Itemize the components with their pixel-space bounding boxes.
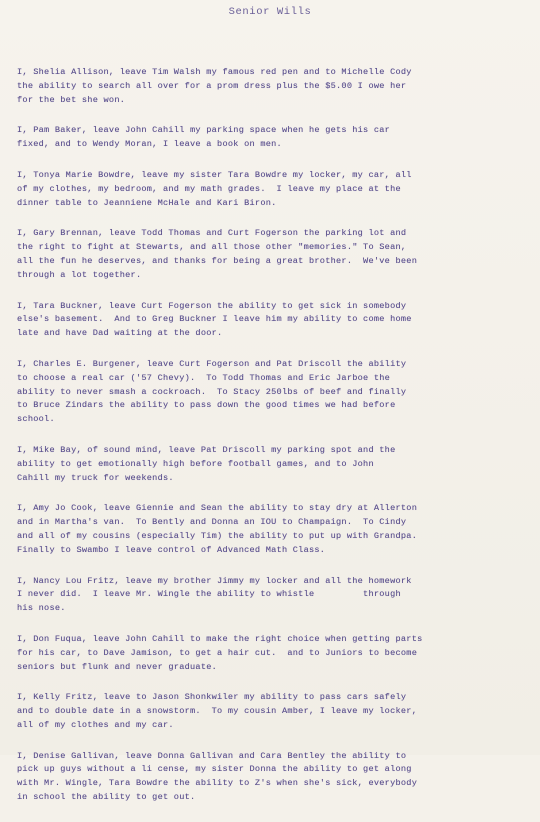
will-entry-line: I, Charles E. Burgener, leave Curt Fogerson and Pat Driscoll the ability — [17, 358, 407, 369]
will-entry-line: of my clothes, my bedroom, and my math grades. I leave my place at the — [17, 183, 401, 194]
will-entry-line: Finally to Swambo I leave control of Advanced Math Class. — [17, 544, 326, 555]
will-entry-line: dinner table to Jeanniene McHale and Kari Biron. — [17, 197, 277, 208]
will-entry-line: Cahill my truck for weekends. — [17, 472, 174, 483]
will-entry-line: I, Denise Gallivan, leave Donna Gallivan and Cara Bentley the ability to — [17, 750, 407, 761]
will-entry-line: in school the ability to get out. — [17, 792, 196, 803]
will-entry — [17, 169, 535, 210]
will-entry-line: I, Kelly Fritz, leave to Jason Shonkwiler my ability to pass cars safely — [17, 692, 407, 703]
will-entry-line: his nose. — [17, 603, 66, 614]
will-entry — [17, 227, 535, 282]
will-entry-line: else's basement. And to Greg Buckner I leave him my ability to come home — [17, 314, 412, 325]
will-entry-line: I, Tara Buckner, leave Curt Fogerson the ability to get sick in somebody — [17, 300, 407, 311]
will-entry-line: I, Pam Baker, leave John Cahill my parking space when he gets his car — [17, 125, 391, 136]
will-entry-line: all the fun he deserves, and thanks for being a great brother. We've been — [17, 255, 418, 266]
will-entry-line: I, Mike Bay, of sound mind, leave Pat Driscoll my parking spot and the — [17, 444, 396, 455]
will-entry-line: for the bet she won. — [17, 94, 126, 105]
will-entry-line: and in Martha's van. To Bently and Donna an IOU to Champaign. To Cindy — [17, 517, 407, 528]
will-entry-line: to Bruce Zindars the ability to pass down the good times we had before — [17, 400, 396, 411]
will-entry — [17, 575, 535, 616]
will-entry-line: seniors but flunk and never graduate. — [17, 661, 218, 672]
page-title: Senior Wills — [228, 6, 312, 18]
will-entry — [17, 66, 535, 107]
will-entry — [17, 691, 535, 732]
will-entry-line: all of my clothes and my car. — [17, 719, 174, 730]
will-entry-line: ability to never smash a cockroach. To Stacy 250lbs of beef and finally — [17, 386, 407, 397]
will-entry-line: for his car, to Dave Jamison, to get a hair cut. and to Juniors to become — [17, 647, 418, 658]
will-entry-line: pick up guys without a li cense, my sister Donna the ability to get along — [17, 764, 412, 775]
will-entry-line: I, Shelia Allison, leave Tim Walsh my famous red pen and to Michelle Cody — [17, 67, 412, 77]
will-entry-line: the ability to search all over for a prom dress plus the $5.00 I owe her — [17, 80, 407, 91]
will-entry-line: with Mr. Wingle, Tara Bowdre the ability to Z's when she's sick, everybody — [17, 778, 418, 789]
will-entry-line: I, Don Fuqua, leave John Cahill to make the right choice when getting parts — [17, 633, 423, 644]
will-entry-line: the right to fight at Stewarts, and all those other "memories." To Sean, — [17, 242, 407, 253]
will-entries-list — [17, 66, 535, 822]
will-entry-line: late and have Dad waiting at the door. — [17, 328, 223, 339]
will-entry-line: and all of my cousins (especially Tim) the ability to put up with Grandpa. — [17, 530, 418, 541]
will-entry — [17, 300, 535, 341]
will-entry-line: I, Tonya Marie Bowdre, leave my sister Tara Bowdre my locker, my car, all — [17, 169, 412, 180]
will-entry-line: ability to get emotionally high before football games, and to John — [17, 458, 374, 469]
will-entry — [17, 124, 535, 152]
will-entry-line: to choose a real car ('57 Chevy). To Todd Thomas and Eric Jarboe the — [17, 372, 391, 383]
will-entry — [17, 444, 535, 485]
will-entry-line: I never did. I leave Mr. Wingle the ability to whistle through — [17, 589, 401, 600]
will-entry — [17, 502, 535, 557]
will-entry-line: I, Gary Brennan, leave Todd Thomas and Curt Fogerson the parking lot and — [17, 228, 407, 239]
will-entry-line: I, Nancy Lou Fritz, leave my brother Jimmy my locker and all the homework — [17, 575, 412, 586]
will-entry-line: through a lot together. — [17, 269, 142, 280]
will-entry — [17, 633, 535, 674]
will-entry — [17, 358, 535, 427]
will-entry-line: fixed, and to Wendy Moran, I leave a book on men. — [17, 139, 282, 150]
will-entry-line: school. — [17, 414, 55, 425]
will-entry-line: and to double date in a snowstorm. To my cousin Amber, I leave my locker, — [17, 706, 418, 717]
will-entry-line: I, Amy Jo Cook, leave Giennie and Sean the ability to stay dry at Allerton — [17, 503, 418, 514]
will-entry — [17, 750, 535, 805]
